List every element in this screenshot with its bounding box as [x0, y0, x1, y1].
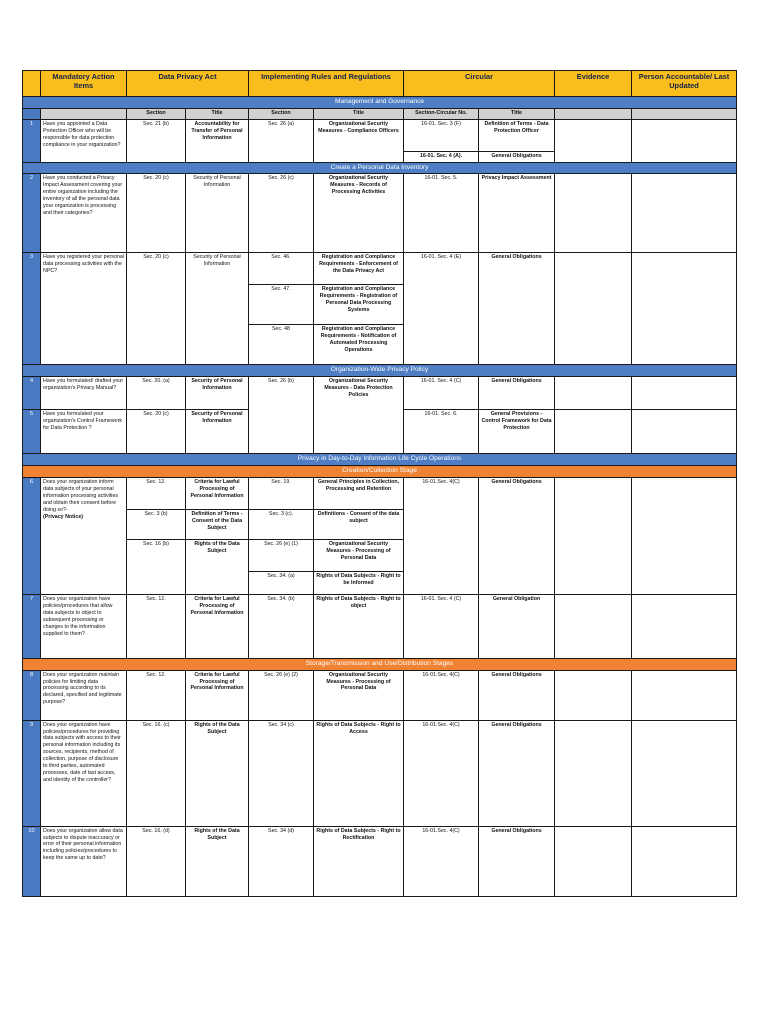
person-accountable-cell[interactable]	[632, 477, 737, 594]
table-row	[23, 253, 737, 285]
dpa-title-cell: Definition of Terms - Consent of the Data Subject	[186, 509, 249, 539]
circular-section-cell: 16-01. Sec. 5.	[404, 174, 479, 253]
dpa-section-cell: Sec. 20 (c)	[127, 174, 186, 253]
section-bar-row	[23, 162, 737, 174]
circular-title-cell: Definition of Terms - Data Protection Officer	[479, 119, 555, 151]
table-row	[23, 826, 737, 896]
irr-title-cell: Registration and Compliance Requirements - Registration of Personal Data Processing Systems	[314, 285, 404, 325]
dpa-title-cell: Criteria for Lawful Processing of Personal Information	[186, 477, 249, 509]
dpa-section-cell: Sec. 12.	[127, 670, 186, 720]
section-bar-row	[23, 97, 737, 109]
header-mandatory-action-items: Mandatory Action Items	[41, 71, 127, 97]
header-person-accountable: Person Accountable/ Last Updated	[632, 71, 737, 97]
question-cell	[41, 477, 127, 594]
section-bar-row	[23, 466, 737, 478]
irr-section-cell: Sec. 48	[249, 325, 314, 365]
row-number: 6	[23, 477, 41, 594]
evidence-cell[interactable]	[555, 410, 632, 454]
question-text: Does your organization inform data subjects of your personal information processing activities and obtain their consent before doing so?-	[43, 478, 119, 513]
subheader-irr-section: Section	[249, 108, 314, 119]
irr-title-cell: Definitions - Consent of the data subject	[314, 509, 404, 539]
compliance-checklist-table	[22, 70, 737, 897]
table-row	[23, 720, 737, 826]
person-accountable-cell[interactable]	[632, 594, 737, 658]
irr-title-cell: Organizational Security Measures - Processing of Personal Data	[314, 539, 404, 571]
circular-title-cell: General Obligations	[479, 670, 555, 720]
dpa-section-cell: Sec. 16. (c)	[127, 720, 186, 826]
person-accountable-cell[interactable]	[632, 253, 737, 365]
dpa-section-cell: Sec. 16 (b)	[127, 539, 186, 594]
evidence-cell[interactable]	[555, 477, 632, 594]
table-row	[23, 119, 737, 151]
circular-title-cell: General Obligations	[479, 477, 555, 594]
section-bar-row	[23, 365, 737, 377]
circular-title-cell: General Obligations	[479, 151, 555, 162]
row-number: 3	[23, 253, 41, 365]
table-row	[23, 174, 737, 253]
section-bar-row	[23, 658, 737, 670]
person-accountable-cell[interactable]	[632, 670, 737, 720]
dpa-section-cell: Sec. 20 (c)	[127, 410, 186, 454]
dpa-title-cell: Criteria for Lawful Processing of Personal Information	[186, 670, 249, 720]
question-cell: Have you formulated/ drafted your organization's Privacy Manual?	[41, 377, 127, 410]
header-number-cell	[23, 71, 41, 97]
question-cell: Have you formulated your organization's Control Framework for Data Protection ?	[41, 410, 127, 454]
irr-title-cell: Rights of Data Subjects - Right to be Informed	[314, 571, 404, 594]
subheader-evidence-blank	[555, 108, 632, 119]
circular-section-cell: 16-01. Sec. 4 (A).	[404, 151, 479, 162]
dpa-title-cell: Security of Personal Information	[186, 410, 249, 454]
row-number: 10	[23, 826, 41, 896]
section-privacy-policy: Organization-Wide Privacy Policy	[23, 365, 737, 377]
evidence-cell[interactable]	[555, 670, 632, 720]
circular-title-cell: General Obligations	[479, 253, 555, 365]
dpa-title-cell: Security of Personal Information	[186, 377, 249, 410]
row-number: 2	[23, 174, 41, 253]
dpa-title-cell: Criteria for Lawful Processing of Personal Information	[186, 594, 249, 658]
irr-section-cell: Sec. 26 (a)	[249, 119, 314, 162]
dpa-title-cell: Accountability for Transfer of Personal Information	[186, 119, 249, 162]
section-personal-data-inventory: Create a Personal Data Inventory	[23, 162, 737, 174]
person-accountable-cell[interactable]	[632, 410, 737, 454]
irr-section-cell: Sec. 34 (c)	[249, 720, 314, 826]
irr-section-cell: Sec. 34. (a)	[249, 571, 314, 594]
irr-section-cell: Sec. 34 (d)	[249, 826, 314, 896]
subheader-person-blank	[632, 108, 737, 119]
circular-section-cell: 16-01.Sec. 4(C)	[404, 670, 479, 720]
row-number: 1	[23, 119, 41, 162]
row-number: 7	[23, 594, 41, 658]
header-row	[23, 71, 737, 97]
subheader-dpa-title: Title	[186, 108, 249, 119]
section-information-life-cycle: Privacy in Day-to-Day Information Life Cycle Operations	[23, 454, 737, 466]
question-text-bold: (Privacy Notice)	[43, 513, 84, 520]
irr-title-cell: Organizational Security Measures - Data Protection Policies	[314, 377, 404, 454]
circular-title-cell: General Obligations	[479, 377, 555, 410]
question-cell: Does your organization maintain policies for limiting data processing according to its declared, specified and legitimate purpose?	[41, 670, 127, 720]
row-number: 8	[23, 670, 41, 720]
section-bar-row	[23, 454, 737, 466]
circular-section-cell: 16-01.Sec. 4(C)	[404, 720, 479, 826]
person-accountable-cell[interactable]	[632, 720, 737, 826]
section-management-governance: Management and Governance	[23, 97, 737, 109]
dpa-title-cell: Rights of the Data Subject	[186, 720, 249, 826]
question-cell: Have you registered your personal data processing activities with the NPC?	[41, 253, 127, 365]
header-circular: Circular	[404, 71, 555, 97]
evidence-cell[interactable]	[555, 826, 632, 896]
evidence-cell[interactable]	[555, 119, 632, 162]
table-row	[23, 594, 737, 658]
irr-section-cell: Sec. 47.	[249, 285, 314, 325]
irr-title-cell: Organizational Security Measures - Compliance Officers	[314, 119, 404, 162]
subheader-number-cell	[23, 108, 41, 119]
dpa-section-cell: Sec. 21 (b)	[127, 119, 186, 162]
circular-section-cell: 16-01.Sec. 4(C)	[404, 826, 479, 896]
irr-section-cell: Sec. 46.	[249, 253, 314, 285]
irr-section-cell: Sec. 19.	[249, 477, 314, 509]
table-row	[23, 670, 737, 720]
question-cell: Have you appointed a Data Protection Officer who will be responsible for data protection compliance in your organization?	[41, 119, 127, 162]
dpa-section-cell: Sec. 20. (a)	[127, 377, 186, 410]
circular-title-cell: General Obligations	[479, 720, 555, 826]
person-accountable-cell[interactable]	[632, 377, 737, 410]
circular-title-cell: General Obligations	[479, 826, 555, 896]
irr-title-cell: Rights of Data Subjects - Right to object	[314, 594, 404, 658]
circular-section-cell: 16-01.Sec. 4(C)	[404, 477, 479, 594]
irr-title-cell: Registration and Compliance Requirements - Enforcement of the Data Privacy Act	[314, 253, 404, 285]
question-cell: Have you conducted a Privacy Impact Assessment covering your entire organization including the inventory of all the personal data your organization is processing and their categories?	[41, 174, 127, 253]
dpa-title-cell: Rights of the Data Subject	[186, 539, 249, 594]
section-storage-transmission-stage: Storage/Transmission and Use/Distribution Stages	[23, 658, 737, 670]
irr-title-cell: Organizational Security Measures - Records of Processing Activities	[314, 174, 404, 253]
person-accountable-cell[interactable]	[632, 119, 737, 162]
dpa-section-cell: Sec. 16. (d)	[127, 826, 186, 896]
subheader-circular-section: Section-Circular No.	[404, 108, 479, 119]
subheader-row	[23, 108, 737, 119]
header-evidence: Evidence	[555, 71, 632, 97]
dpa-section-cell: Sec. 3 (b)	[127, 509, 186, 539]
header-implementing-rules: Implementing Rules and Regulations	[249, 71, 404, 97]
dpa-title-cell: Security of Personal Information	[186, 253, 249, 365]
irr-section-cell: Sec. 26 (e) (1)	[249, 539, 314, 571]
row-number: 9	[23, 720, 41, 826]
person-accountable-cell[interactable]	[632, 174, 737, 253]
irr-title-cell: General Principles in Collection, Processing and Retention	[314, 477, 404, 509]
circular-title-cell: General Provisions - Control Framework for Data Protection	[479, 410, 555, 454]
section-creation-collection-stage: Creation/Collection Stage	[23, 466, 737, 478]
question-cell: Does your organization have policies/procedures for providing data subjects with access to their personal information including its sources, recipients, method of collection, purpose of disclosure to third parties, automated processes, date of last access, and identity of the controller?	[41, 720, 127, 826]
irr-title-cell: Rights of Data Subjects - Right to Access	[314, 720, 404, 826]
header-data-privacy-act: Data Privacy Act	[127, 71, 249, 97]
person-accountable-cell[interactable]	[632, 826, 737, 896]
evidence-cell[interactable]	[555, 253, 632, 365]
row-number: 5	[23, 410, 41, 454]
circular-section-cell: 16-01. Sec. 4 (C)	[404, 594, 479, 658]
row-number: 4	[23, 377, 41, 410]
circular-title-cell: Privacy Impact Assessment	[479, 174, 555, 253]
question-cell: Does your organization allow data subjects to dispute inaccuracy or error of their personal information including policies/procedures to keep the same up to date?	[41, 826, 127, 896]
subheader-irr-title: Title	[314, 108, 404, 119]
table-row	[23, 477, 737, 509]
irr-section-cell: Sec. 26 (b)	[249, 377, 314, 454]
evidence-cell[interactable]	[555, 720, 632, 826]
dpa-section-cell: Sec. 12.	[127, 594, 186, 658]
circular-title-cell: General Obligation	[479, 594, 555, 658]
evidence-cell[interactable]	[555, 377, 632, 410]
circular-section-cell: 16-01. Sec. 6.	[404, 410, 479, 454]
circular-section-cell: 16-01. Sec. 4 (C)	[404, 377, 479, 410]
irr-section-cell: Sec. 34. (b)	[249, 594, 314, 658]
circular-section-cell: 16-01. Sec. 3 (F)	[404, 119, 479, 151]
subheader-circular-title: Title	[479, 108, 555, 119]
irr-section-cell: Sec. 26 (e) (2)	[249, 670, 314, 720]
irr-title-cell: Organizational Security Measures - Processing of Personal Data	[314, 670, 404, 720]
dpa-title-cell: Security of Personal Information	[186, 174, 249, 253]
question-cell: Does your organization have policies/procedures that allow data subjects to object to subsequent processing or changes to the information supplied to them?	[41, 594, 127, 658]
irr-title-cell: Registration and Compliance Requirements - Notification of Automated Processing Operations	[314, 325, 404, 365]
evidence-cell[interactable]	[555, 594, 632, 658]
dpa-section-cell: Sec. 20 (c)	[127, 253, 186, 365]
circular-section-cell: 16-01. Sec. 4 (E)	[404, 253, 479, 365]
evidence-cell[interactable]	[555, 174, 632, 253]
dpa-title-cell: Rights of the Data Subject	[186, 826, 249, 896]
subheader-blank	[41, 108, 127, 119]
irr-title-cell: Rights of Data Subjects - Right to Rectification	[314, 826, 404, 896]
irr-section-cell: Sec. 26 (c)	[249, 174, 314, 253]
irr-section-cell: Sec. 3 (c).	[249, 509, 314, 539]
dpa-section-cell: Sec. 12.	[127, 477, 186, 509]
table-row	[23, 377, 737, 410]
subheader-dpa-section: Section	[127, 108, 186, 119]
